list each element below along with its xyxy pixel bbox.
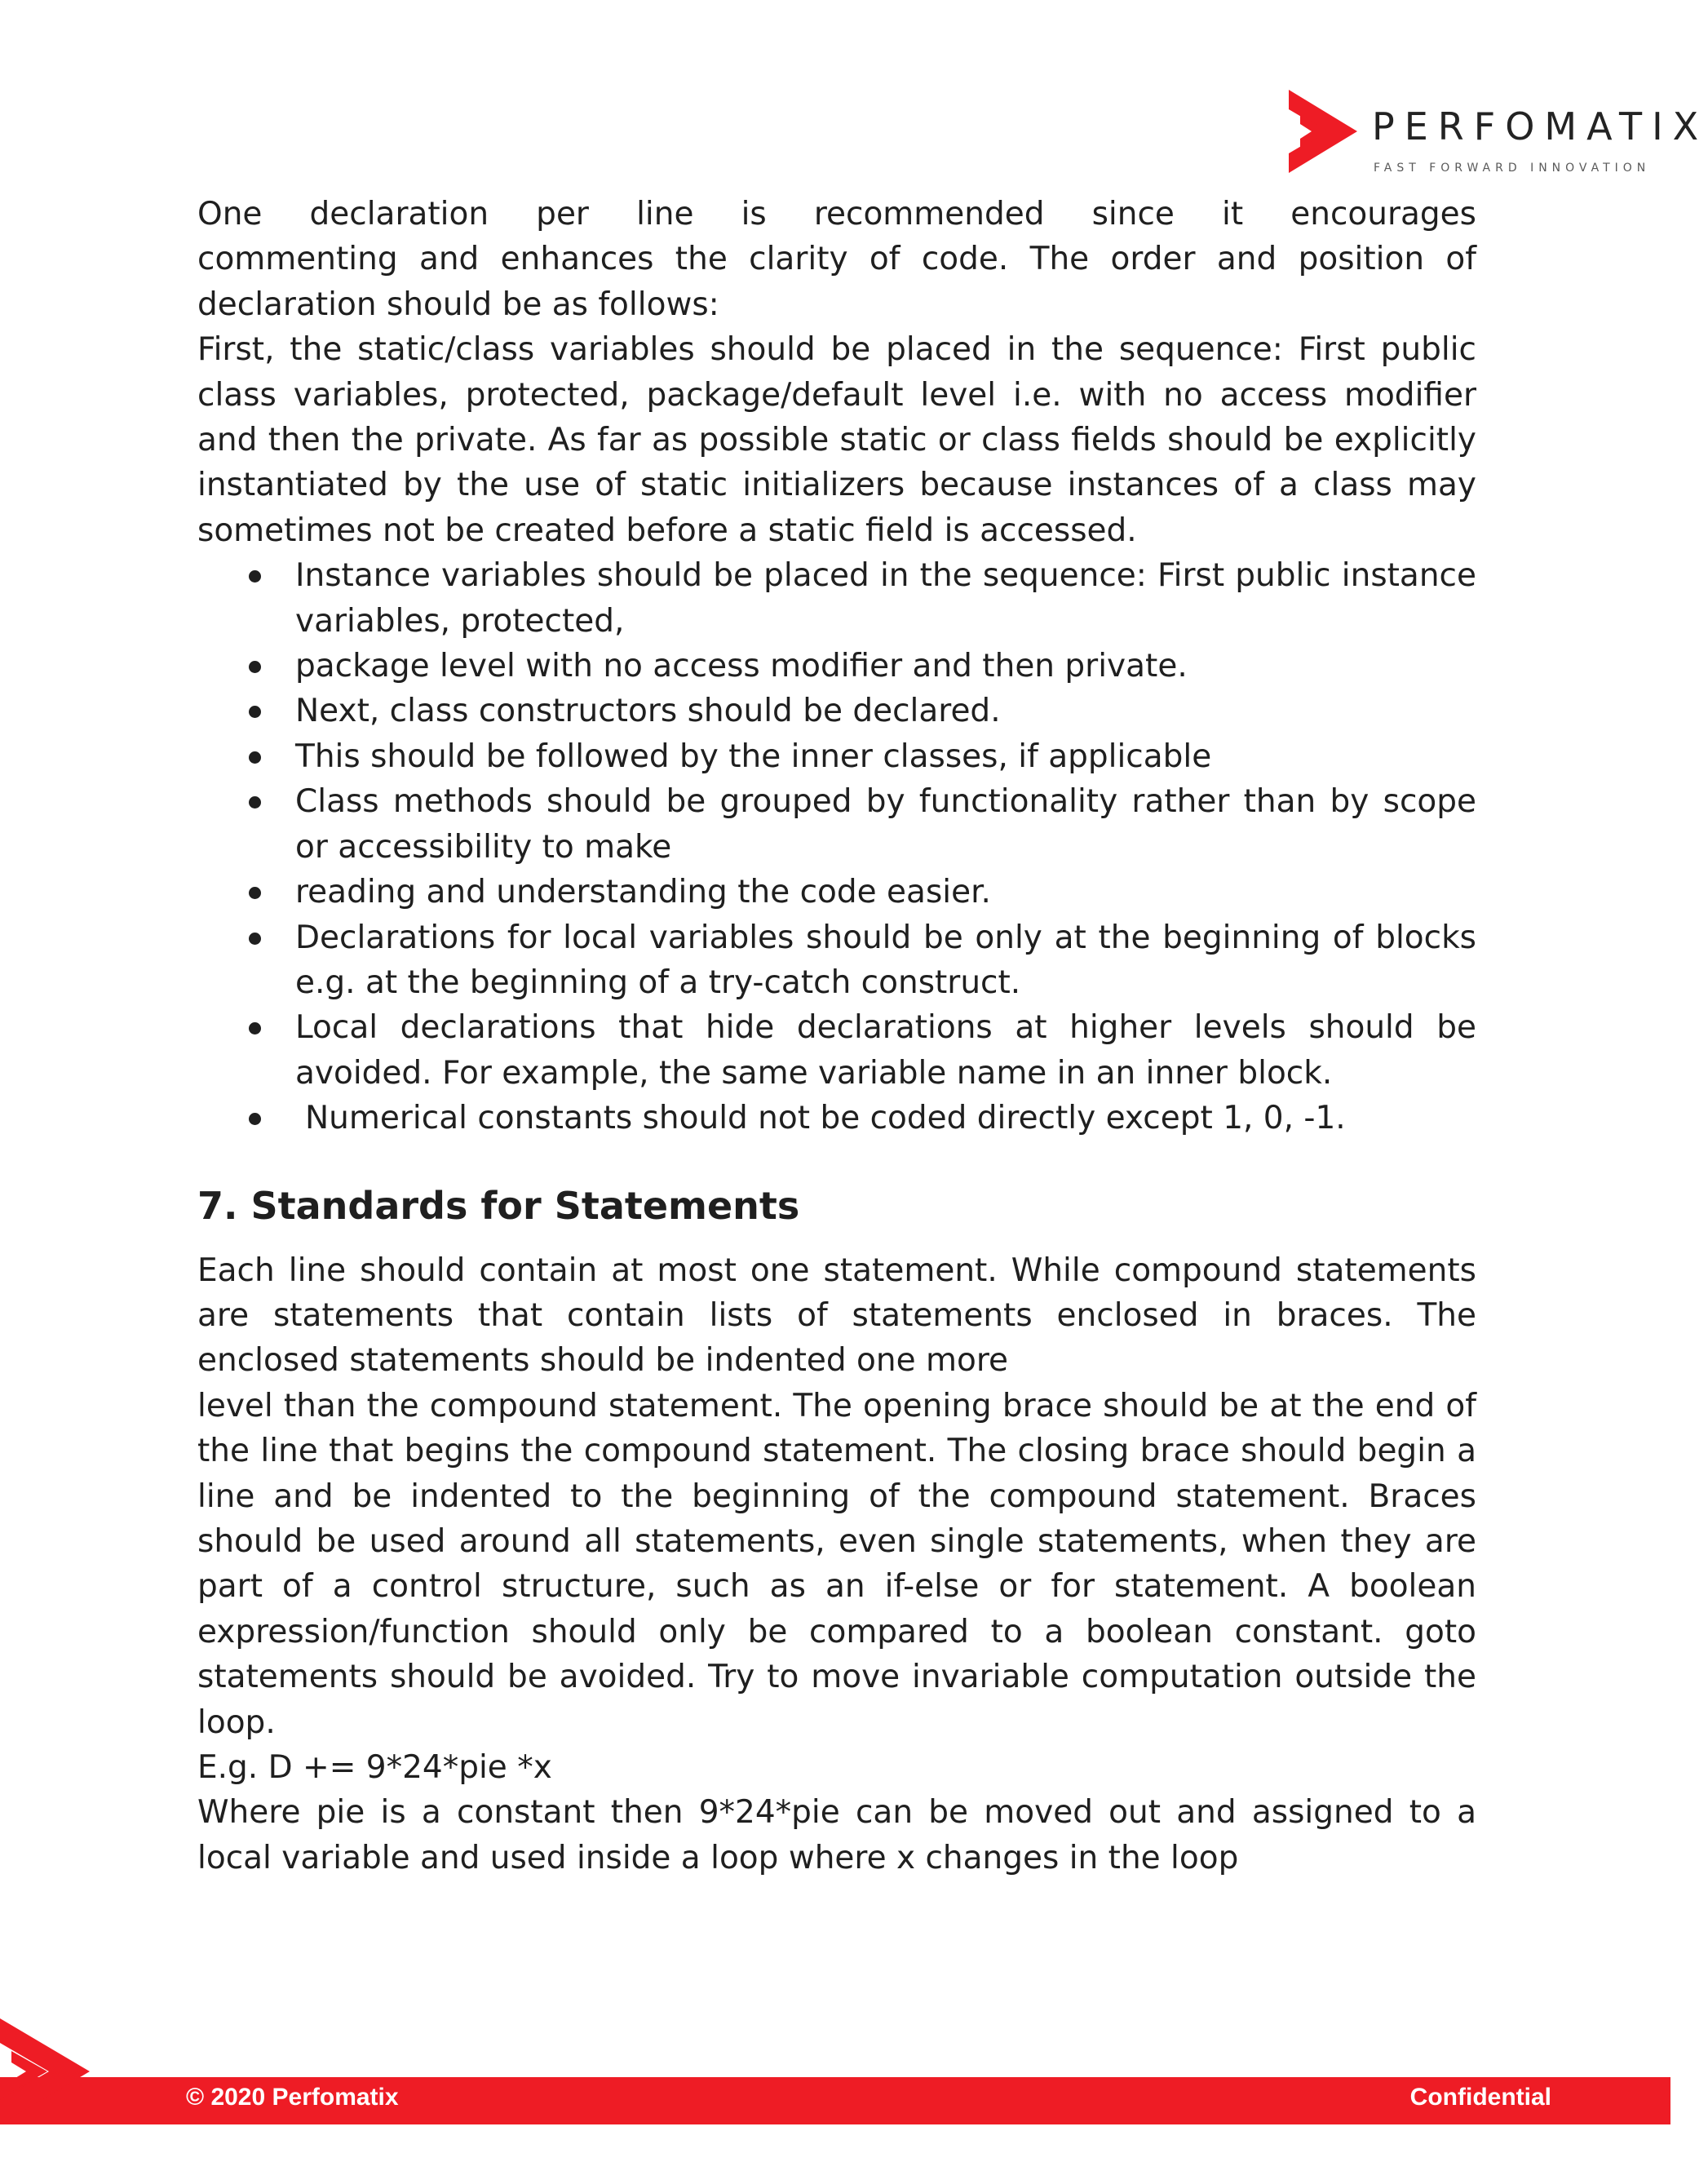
intro-paragraph: commenting and enhances the clarity of code. The order and position of declaration should be as follows: xyxy=(197,241,1476,323)
list-item xyxy=(197,1096,1476,1141)
statements-paragraph-2: level than the compound statement. The opening brace should be at the end of the line that begins the compound statement. The closing brace should begin a line and be indented to the beginning of the compound statement. Braces should be used around all statements, even single statements, when they are part of a control structure, such as an if-else or for statement. A boolean expression/function should only be compared to a boolean constant. goto statements should be avoided. Try to move invariable computation outside the loop. xyxy=(197,1387,1476,1741)
bullet-icon xyxy=(249,751,261,764)
footer-confidential-label: Confidential xyxy=(1409,2084,1551,2111)
list-item xyxy=(197,915,1476,1006)
list-item xyxy=(197,644,1476,689)
list-item xyxy=(197,553,1476,644)
play-arrow-footer-icon xyxy=(0,2018,90,2124)
footer-copyright: © 2020 Perfomatix xyxy=(186,2084,399,2111)
list-item-text: reading and understanding the code easier. xyxy=(295,874,991,911)
bullet-icon xyxy=(249,706,261,718)
bullet-icon xyxy=(249,1113,261,1125)
declaration-order-list xyxy=(197,553,1476,1141)
brand-logo xyxy=(1289,88,1708,178)
list-item-text: Class methods should be grouped by functionality rather than by scope or accessibility to make xyxy=(295,783,1476,866)
static-variables-paragraph: First, the static/class variables should be placed in the sequence: First public class variables, protected, package/default level i.e. with no access modifier and then the private. As far as possible static or class fields should be explicitly instantiated by the use of static initializers because instances of a class may sometimes not be created before a static field is accessed. xyxy=(197,331,1476,549)
bullet-icon xyxy=(249,570,261,583)
bullet-icon xyxy=(249,796,261,809)
statements-paragraph-3: Where pie is a constant then 9*24*pie can be moved out and assigned to a local variable and used inside a loop where x changes in the loop xyxy=(197,1794,1476,1876)
brand-name: PERFOMATIX xyxy=(1372,104,1708,148)
play-arrow-logo-icon xyxy=(1289,90,1357,173)
list-item-text: Instance variables should be placed in the sequence: First public instance variables, protected, xyxy=(295,557,1476,640)
list-item-text: package level with no access modifier and then private. xyxy=(295,648,1188,685)
bullet-icon xyxy=(249,1022,261,1034)
list-item-text: Next, class constructors should be declared. xyxy=(295,693,1001,730)
brand-tagline: FAST FORWARD INNOVATION xyxy=(1374,162,1651,175)
page-footer xyxy=(0,2015,1670,2138)
bullet-icon xyxy=(249,933,261,945)
document-body xyxy=(197,192,1476,1881)
list-item-text: Declarations for local variables should be only at the beginning of blocks e.g. at the beginning of a try-catch construct. xyxy=(295,919,1476,1001)
bullet-icon xyxy=(249,661,261,673)
list-item xyxy=(197,779,1476,870)
list-item-text: Local declarations that hide declarations at higher levels should be avoided. For example, the same variable name in an inner block. xyxy=(295,1009,1476,1092)
list-item-text: This should be followed by the inner classes, if applicable xyxy=(295,738,1212,775)
list-item xyxy=(197,870,1476,915)
list-item-text: Numerical constants should not be coded directly except 1, 0, -1. xyxy=(305,1100,1346,1137)
code-example: E.g. D += 9*24*pie *x xyxy=(197,1749,552,1786)
intro-first-line: One declaration per line is recommended since it encourages xyxy=(197,196,1476,233)
list-item xyxy=(197,689,1476,733)
list-item xyxy=(197,1005,1476,1096)
statements-paragraph-1: Each line should contain at most one statement. While compound statements are statements that contain lists of statements enclosed in braces. The enclosed statements should be indented one more xyxy=(197,1252,1476,1380)
bullet-icon xyxy=(249,887,261,899)
list-item xyxy=(197,734,1476,779)
section-heading: 7. Standards for Statements xyxy=(197,1183,800,1228)
